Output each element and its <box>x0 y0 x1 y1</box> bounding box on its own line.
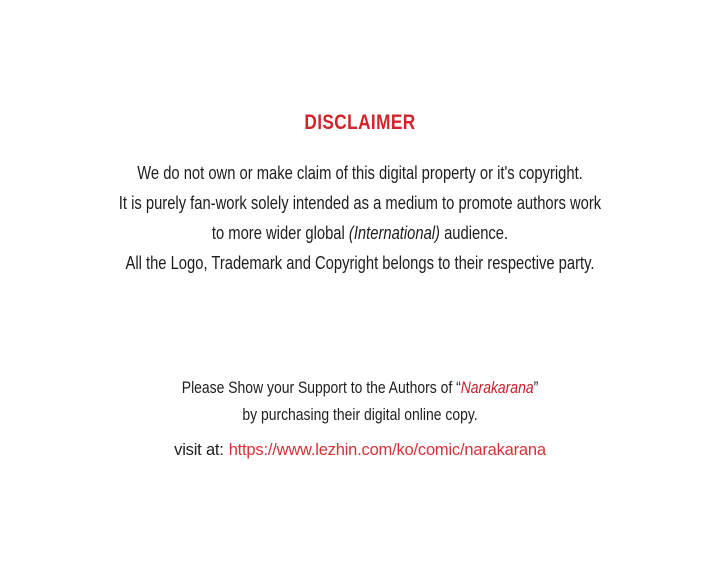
disclaimer-line-3-emphasis: (International) <box>348 223 440 243</box>
disclaimer-line-3 <box>65 218 655 248</box>
support-message <box>65 374 655 428</box>
support-line-2: by purchasing their digital online copy. <box>242 405 478 424</box>
disclaimer-line-4: All the Logo, Trademark and Copyright belongs to their respective party. <box>125 253 595 273</box>
disclaimer-line-2: It is purely fan-work solely intended as a medium to promote authors work <box>118 193 602 213</box>
comic-url-link[interactable]: https://www.lezhin.com/ko/comic/narakarana <box>228 441 546 459</box>
disclaimer-content <box>65 0 655 428</box>
disclaimer-line-1: We do not own or make claim of this digital property or it's copyright. <box>137 163 583 183</box>
disclaimer-title: DISCLAIMER <box>304 111 416 134</box>
visit-label: visit at: <box>174 441 224 459</box>
support-line-1-suffix: ” <box>533 378 539 397</box>
disclaimer-body <box>65 158 655 278</box>
disclaimer-line-3-prefix: to more wider global <box>211 223 349 243</box>
visit-line <box>0 437 720 463</box>
disclaimer-line-3-suffix: audience. <box>439 223 509 243</box>
comic-title: Narakarana <box>460 378 534 397</box>
support-line-1-prefix: Please Show your Support to the Authors of “ <box>181 378 461 397</box>
support-line-1 <box>65 374 655 401</box>
